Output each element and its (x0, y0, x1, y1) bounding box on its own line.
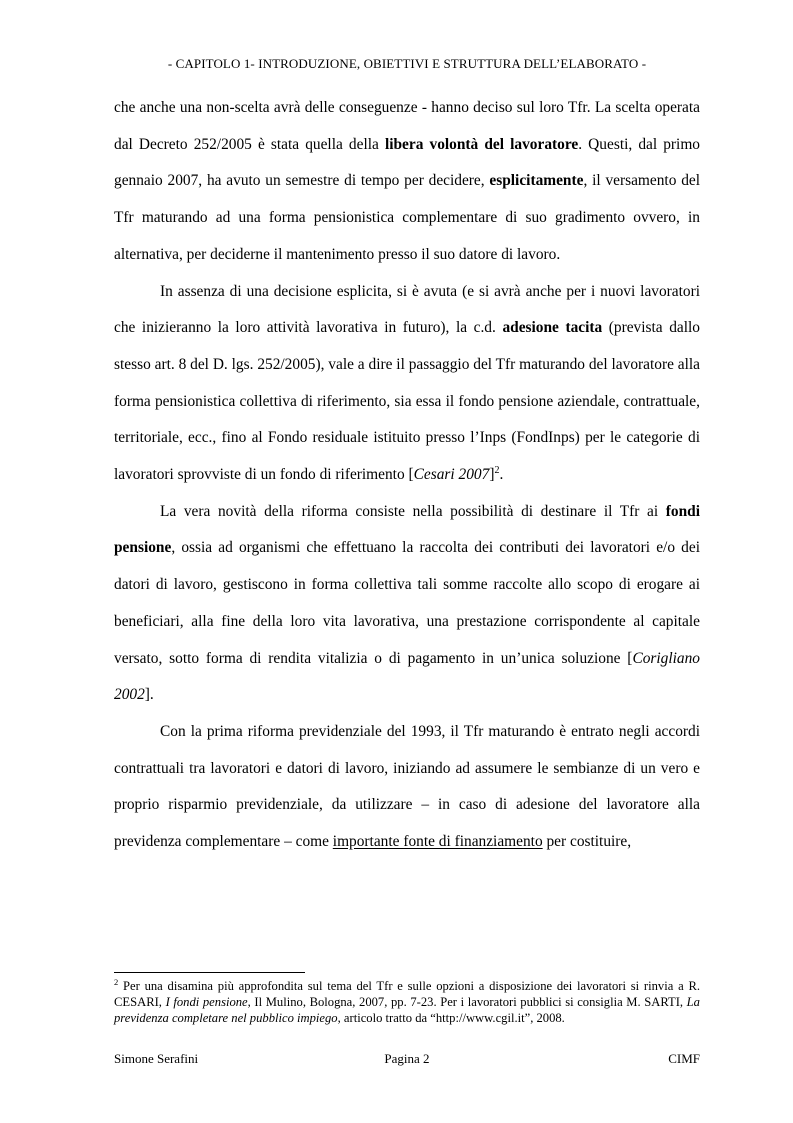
p1-text-1: che anche una non-scelta avrà delle conseguenze - hanno deciso sul loro Tfr. La scelta operata dal Decreto 252/2005 è stata quella della (114, 99, 700, 153)
p3-text-1: La vera novità della riforma consiste nella possibilità di destinare il Tfr ai (160, 502, 666, 520)
p3-bold-fondi-pensione: fondi pensione (114, 502, 700, 557)
footnote-text-3: , articolo tratto da “http://www.cgil.it”, 2008. (337, 1011, 565, 1026)
paragraph-3 (114, 494, 700, 714)
footnote-text-2: , Il Mulino, Bologna, 2007, pp. 7-23. Per i lavoratori pubblici si consiglia M. SARTI, (247, 995, 687, 1010)
p1-text-2: . Questi, dal primo gennaio 2007, ha avuto un semestre di tempo per decidere, (114, 135, 700, 190)
footnote-reference-2[interactable]: 2 (494, 464, 500, 476)
p3-citation-corigliano: Corigliano 2002 (114, 649, 700, 704)
body-text (114, 90, 700, 861)
p3-text-2: , ossia ad organismi che effettuano la raccolta dei contributi dei lavoratori e/o dei datori di lavoro, gestiscono in forma collettiva tali somme raccolte allo scopo di erogare ai beneficiari, alla fine della loro vita lavorativa, una prestazione corrispondente al capitale versato, sotto forma di rendita vitalizia o di pagamento in un’unica soluzione [ (114, 539, 700, 667)
footnote-number: 2 (114, 976, 119, 987)
running-header: - CAPITOLO 1- INTRODUZIONE, OBIETTIVI E STRUTTURA DELL’ELABORATO - (167, 56, 647, 71)
p2-text-2: (prevista dallo stesso art. 8 del D. lgs. 252/2005), vale a dire il passaggio del Tfr maturando del lavoratore alla forma pensionistica collettiva di riferimento, sia essa il fondo pensione aziendale, contrattuale, territoriale, ecc., fino al Fondo residuale istituito presso l’Inps (FondInps) per le categorie di lavoratori sprovviste di un fondo di riferimento [ (114, 319, 700, 484)
p4-text-1: Con la prima riforma previdenziale del 1993, il Tfr maturando è entrato negli accordi contrattuali tra lavoratori e datori di lavoro, iniziando ad assumere le sembianze di un vero e proprio risparmio previdenziale, da utilizzare – in caso di adesione del lavoratore alla previdenza complementare – come (114, 722, 700, 851)
p2-text-3: ] (489, 466, 495, 484)
footer-page-number: Pagina 2 (384, 1051, 430, 1066)
p3-text-3: ]. (144, 686, 154, 704)
p1-bold-esplicitamente: esplicitamente (489, 172, 584, 190)
footer-organization: CIMF (668, 1051, 700, 1066)
footnote-2 (114, 978, 700, 1027)
p2-text-1: In assenza di una decisione esplicita, si è avuta (e si avrà anche per i nuovi lavoratori che inizieranno la loro attività lavorativa in futuro), la c.d. (114, 282, 700, 337)
p4-underlined-fonte-finanziamento: importante fonte di finanziamento (332, 833, 543, 851)
p2-bold-adesione-tacita: adesione tacita (502, 319, 603, 337)
footnote-title-fondi-pensione: I fondi pensione (165, 995, 248, 1010)
p4-text-2: per costituire, (542, 833, 632, 851)
p1-bold-libera-volonta: libera volontà del lavoratore (384, 135, 579, 153)
paragraph-1 (114, 90, 700, 274)
p2-text-4: . (499, 466, 504, 484)
footnote-text-1: Per una disamina più approfondita sul tema del Tfr e sulle opzioni a disposizione dei lavoratori si rinvia a R. CESARI, (114, 979, 700, 1010)
footnote-title-previdenza: La previdenza completare nel pubblico impiego (114, 995, 700, 1026)
paragraph-2 (114, 274, 700, 494)
p1-text-3: , il versamento del Tfr maturando ad una forma pensionistica complementare di suo gradimento ovvero, in alternativa, per deciderne il mantenimento presso il suo datore di lavoro. (114, 172, 700, 263)
footnote-separator (114, 972, 305, 973)
p2-citation-cesari: Cesari 2007 (413, 466, 490, 484)
footer-author: Simone Serafini (114, 1051, 199, 1066)
paragraph-4 (114, 714, 700, 861)
